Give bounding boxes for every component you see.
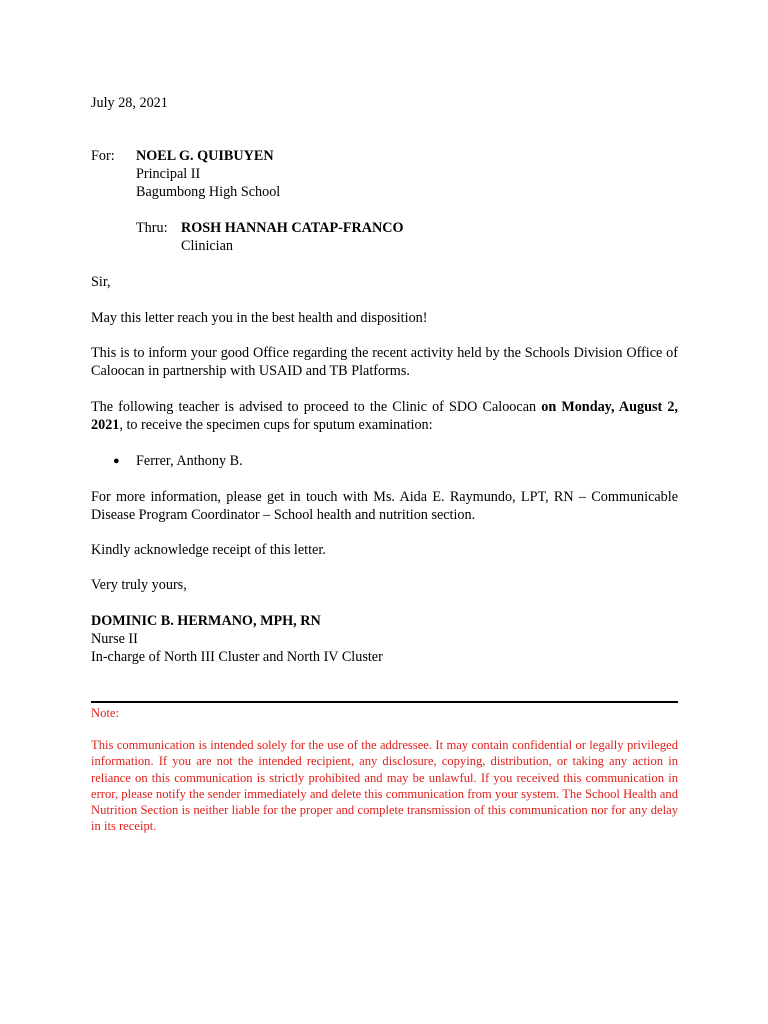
body-paragraph-3: For more information, please get in touch with Ms. Aida E. Raymundo, LPT, RN – Communicable Disease Program Coordinator – School health and nutrition section. [91,489,678,523]
body-paragraph-1: This is to inform your good Office regarding the recent activity held by the Schools Division Office of Caloocan in partnership with USAID and TB Platforms. [91,345,678,379]
paragraph-2-rest: , to receive the specimen cups for sputum examination: [119,417,433,433]
thru-label: Thru: [136,220,168,236]
body-paragraph-2 [91,398,678,434]
list-item [91,452,678,470]
paragraph-2-intro: The following teacher is advised to proceed to the Clinic of SDO Caloocan [91,399,542,415]
teacher-name: Ferrer, Anthony B. [136,453,243,469]
for-label: For: [91,148,115,164]
recipient-name: NOEL G. QUIBUYEN [136,148,274,164]
signatory-assignment: In-charge of North III Cluster and North IV Cluster [91,649,383,665]
thru-lines [181,219,404,255]
recipient-lines [136,147,280,201]
thru-name: ROSH HANNAH CATAP-FRANCO [181,220,404,236]
letter-date: July 28, 2021 [91,95,168,111]
appointment-date: on Monday, August 2, 2021 [91,399,678,433]
recipient-school: Bagumbong High School [136,184,281,200]
divider-line [91,701,678,703]
signatory-position: Nurse II [91,631,138,647]
greeting-line: May this letter reach you in the best health and disposition! [91,310,428,326]
bullet-icon: ● [113,455,120,467]
thru-position: Clinician [181,238,234,254]
body-paragraph-4: Kindly acknowledge receipt of this letter. [91,542,326,558]
note-label: Note: [91,706,119,720]
signatory-name: DOMINIC B. HERMANO, MPH, RN [91,613,321,629]
closing-line: Very truly yours, [91,577,187,593]
confidentiality-disclaimer: This communication is intended solely for the use of the addressee. It may contain confidential or legally privileged information. If you are not the intended recipient, any disclosure, copying, distribution, or taking any action in reliance on this communication is strictly prohibited and may be unlawful. If you received this communication in error, please notify the sender immediately and delete this communication from your system. The School Health and Nutrition Section is neither liable for the proper and complete transmission of this communication nor for any delay in its receipt. [91,738,678,834]
teacher-list [91,452,678,470]
signature-block [91,612,383,666]
recipient-position: Principal II [136,166,201,182]
salutation: Sir, [91,274,111,290]
